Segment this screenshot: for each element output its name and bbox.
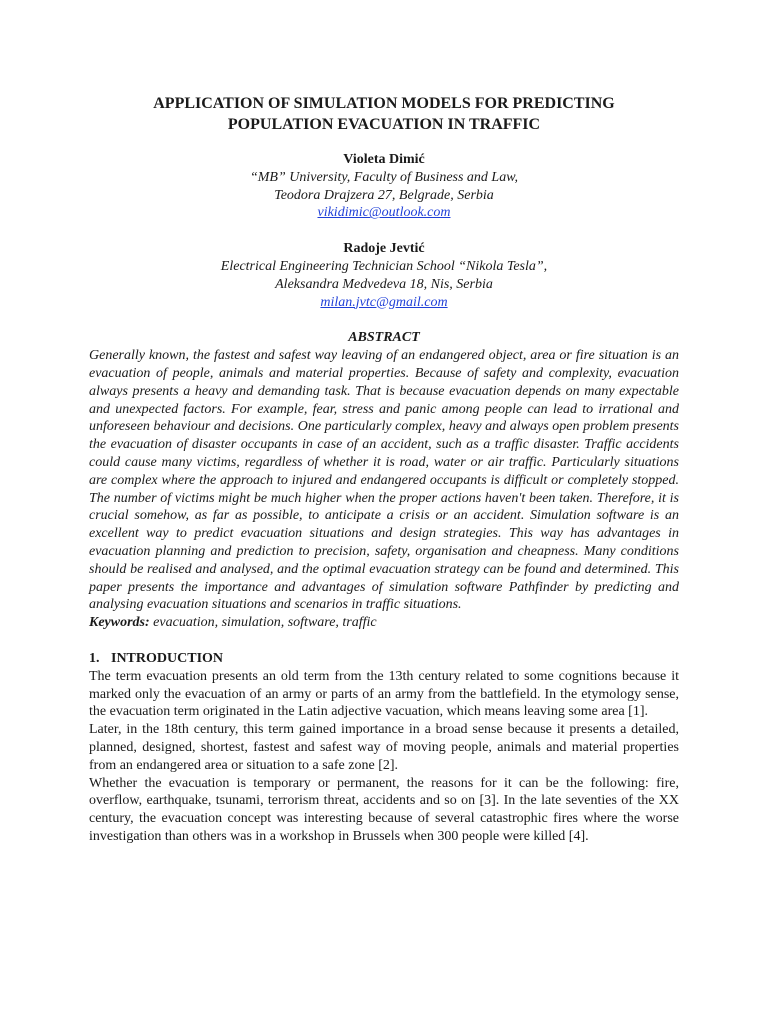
body-paragraph: Later, in the 18th century, this term gained importance in a broad sense because it presents a detailed, planned, designed, shortest, fastest and safest way of moving people, animals and material properties from an endangered area or situation to a safe zone [2]. [89, 722, 679, 773]
section-title: INTRODUCTION [111, 650, 224, 666]
author-name: Radoje Jevtić [343, 241, 425, 257]
author-affiliation: “MB” University, Faculty of Business and Law, [249, 169, 519, 185]
author-block-1 [89, 151, 679, 222]
body-paragraph: Whether the evacuation is temporary or permanent, the reasons for it can be the following: fire, overflow, earthquake, tsunami, terrorism threat, accidents and so on [3]. In the late seventies of the XX century, the evacuation concept was interesting because of several catastrophic fires where the worse investigation than others was in a workshop in Brussels when 300 people were killed [4]. [89, 775, 679, 844]
keywords-text: evacuation, simulation, software, traffic [149, 615, 377, 631]
abstract-text: Generally known, the fastest and safest way leaving of an endangered object, area or fire situation is an evacuation of people, animals and material properties. Because of safety and complexity, evacuation always presents a heavy and demanding task. That is because evacuation depends on many expectable and unexpected factors. For example, fear, stress and panic among people can lead to irrational and unforeseen behaviour and decisions. One particularly complex, heavy and always open problem presents the evacuation of disaster occupants in case of an accident, such as a traffic disaster. Traffic accidents could cause many victims, regardless of whether it is road, water or air traffic. Particularly situations are complex where the approach to injured and endangered occupants is difficult or completely stopped. The number of victims might be much higher when the proper actions haven't been taken. Therefore, it is crucial somehow, as far as possible, to anticipate a crisis or an accident. Simulation software is an excellent way to predict evacuation situations and design strategies. This way has advantages in evacuation planning and prediction to precision, safety, organisation and cheapness. Many conditions should be realised and analysed, and the optimal evacuation strategy can be found and determined. This paper presents the importance and advantages of simulation software Pathfinder by predicting and analysing evacuation situations and scenarios in traffic situations. [89, 348, 679, 613]
section-heading-introduction [89, 650, 679, 668]
abstract-heading: ABSTRACT [348, 330, 420, 346]
title-line-1: APPLICATION OF SIMULATION MODELS FOR PREDICTING [153, 95, 615, 112]
author-email-link[interactable]: milan.jvtc@gmail.com [320, 294, 448, 310]
body-paragraph: The term evacuation presents an old term from the 13th century related to some cognitions because it marked only the evacuation of an army or parts of an army from the battlefield. In the etymology sense, the evacuation term originated in the Latin adjective vacuation, which means leaving some area [1]. [89, 668, 679, 720]
keywords-label: Keywords: [89, 615, 150, 631]
author-address: Teodora Drajzera 27, Belgrade, Serbia [274, 187, 494, 203]
author-name: Violeta Dimić [343, 152, 425, 167]
author-address: Aleksandra Medvedeva 18, Nis, Serbia [275, 276, 493, 292]
author-affiliation: Electrical Engineering Technician School “Nikola Tesla”, [220, 258, 548, 274]
author-block-2 [89, 240, 679, 311]
title-line-2: POPULATION EVACUATION IN TRAFFIC [227, 116, 541, 133]
author-email-link[interactable]: vikidimic@outlook.com [317, 205, 451, 221]
section-number: 1. [89, 650, 100, 666]
paper-page [89, 93, 679, 846]
paper-title [89, 93, 679, 135]
keywords [89, 614, 679, 632]
